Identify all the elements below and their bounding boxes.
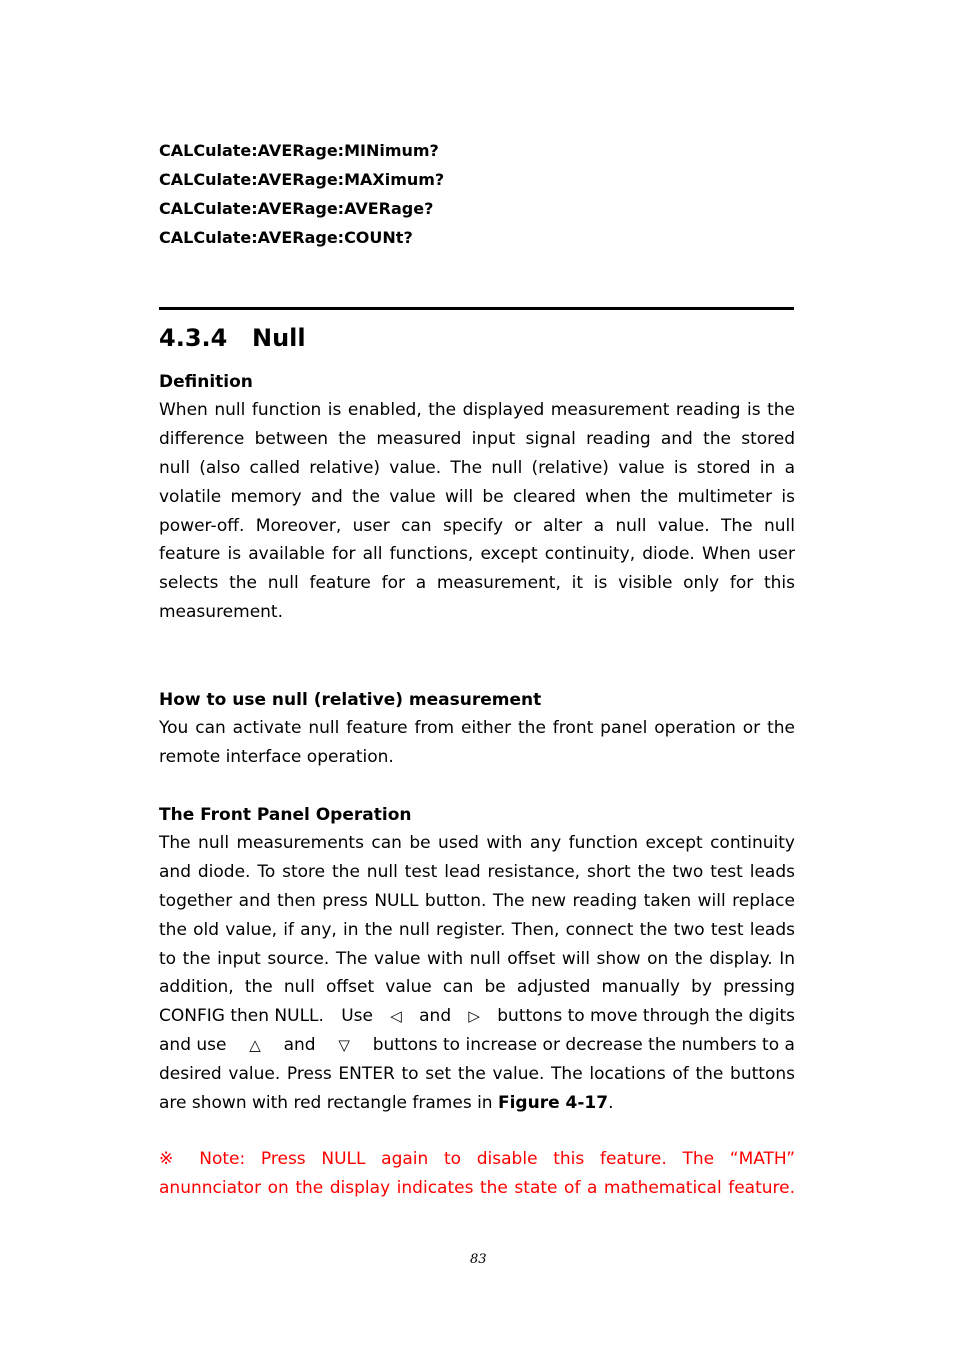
paragraph-line: to the input source. The value with null offset will show on the display. In bbox=[159, 948, 795, 969]
section-number: 4.3.4 bbox=[159, 324, 228, 352]
front-panel-label: The Front Panel Operation bbox=[159, 805, 412, 825]
paragraph-line: the old value, if any, in the null register. Then, connect the two test leads bbox=[159, 919, 795, 940]
figure-reference: Figure 4-17 bbox=[497, 1093, 609, 1114]
paragraph-line: together and then press NULL button. The new reading taken will replace bbox=[159, 890, 795, 911]
paragraph-line-left-right-buttons bbox=[159, 1002, 795, 1031]
page-number: 83 bbox=[470, 1252, 487, 1267]
paragraph-line: feature is available for all functions, except continuity, diode. When user bbox=[159, 544, 795, 565]
paragraph-line: The null measurements can be used with any function except continuity bbox=[159, 833, 795, 853]
paragraph-line: measurement. bbox=[159, 602, 284, 623]
paragraph-line: desired value. Press ENTER to set the value. The locations of the buttons bbox=[159, 1064, 795, 1085]
line-suffix: buttons to move through the digits bbox=[497, 1006, 795, 1027]
right-arrow-icon: ▷ bbox=[468, 1007, 480, 1026]
paragraph-line-up-down-buttons bbox=[159, 1031, 795, 1060]
paragraph-line: selects the null feature for a measurement, it is visible only for this bbox=[159, 573, 795, 594]
and-word: and bbox=[283, 1035, 316, 1056]
left-arrow-icon: ◁ bbox=[390, 1007, 402, 1026]
section-heading bbox=[159, 322, 306, 354]
front-panel-paragraph bbox=[159, 829, 795, 1118]
section-divider bbox=[159, 307, 794, 310]
note-line: anunnciator on the display indicates the state of a mathematical feature. bbox=[159, 1177, 795, 1198]
line-prefix: CONFIG then NULL. bbox=[159, 1006, 324, 1027]
paragraph-line: You can activate null feature from either the front panel operation or the bbox=[159, 718, 795, 738]
paragraph-line: remote interface operation. bbox=[159, 746, 394, 767]
howto-paragraph bbox=[159, 714, 795, 772]
line-prefix: and use bbox=[159, 1035, 227, 1056]
and-word: and bbox=[419, 1006, 452, 1027]
use-word: Use bbox=[341, 1006, 373, 1027]
line-suffix: . bbox=[608, 1093, 614, 1114]
paragraph-line: When null function is enabled, the displayed measurement reading is the bbox=[159, 400, 795, 420]
section-title: Null bbox=[252, 324, 306, 352]
command-average-average: CALCulate:AVERage:AVERage? bbox=[159, 199, 434, 218]
paragraph-line: addition, the null offset value can be adjusted manually by pressing bbox=[159, 977, 795, 998]
definition-label: Definition bbox=[159, 372, 253, 392]
paragraph-line: power-off. Moreover, user can specify or alter a null value. The null bbox=[159, 515, 795, 536]
up-arrow-icon: △ bbox=[249, 1036, 261, 1055]
definition-paragraph bbox=[159, 396, 795, 627]
command-average-maximum: CALCulate:AVERage:MAXimum? bbox=[159, 170, 445, 189]
command-average-minimum: CALCulate:AVERage:MINimum? bbox=[159, 141, 439, 160]
paragraph-line: difference between the measured input signal reading and the stored bbox=[159, 428, 795, 449]
howto-label: How to use null (relative) measurement bbox=[159, 690, 542, 710]
paragraph-line-figure-ref bbox=[159, 1089, 795, 1118]
paragraph-line: and diode. To store the null test lead resistance, short the two test leads bbox=[159, 861, 795, 882]
paragraph-line: volatile memory and the value will be cleared when the multimeter is bbox=[159, 486, 795, 507]
paragraph-line: null (also called relative) value. The null (relative) value is stored in a bbox=[159, 457, 795, 478]
down-arrow-icon: ▽ bbox=[338, 1036, 350, 1055]
line-suffix: buttons to increase or decrease the numbers to a bbox=[372, 1035, 795, 1056]
note-paragraph bbox=[159, 1145, 795, 1203]
note-line: ※ Note: Press NULL again to disable this feature. The “MATH” bbox=[159, 1149, 795, 1169]
command-average-count: CALCulate:AVERage:COUNt? bbox=[159, 228, 413, 247]
line-prefix: are shown with red rectangle frames in bbox=[159, 1093, 493, 1114]
